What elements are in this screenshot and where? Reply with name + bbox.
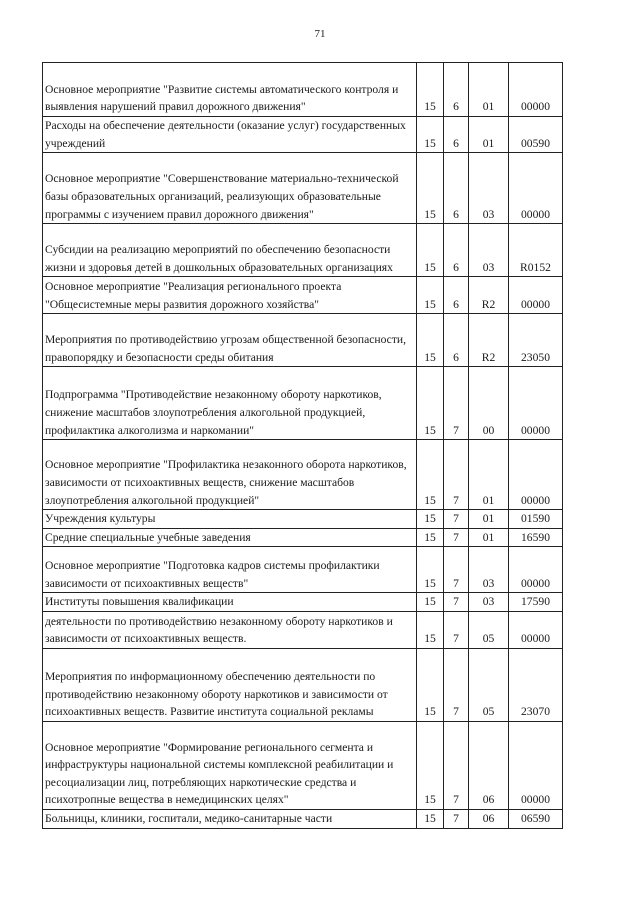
code-program: 15 [417,528,444,547]
code-event: 01 [469,510,509,529]
code-subprogram: 6 [444,117,469,153]
code-subprogram: 7 [444,593,469,612]
code-event: 01 [469,528,509,547]
code-program: 15 [417,593,444,612]
code-direction: 00000 [509,611,563,648]
table-row [43,611,563,648]
code-event: 01 [469,63,509,117]
table-row [43,809,563,828]
code-direction: 17590 [509,593,563,612]
code-event: 03 [469,547,509,593]
table-row [43,510,563,529]
code-subprogram: 7 [444,440,469,510]
code-subprogram: 6 [444,277,469,314]
row-description: Субсидии на реализацию мероприятий по обеспечению безопасности жизни и здоровья детей в дошкольных образовательных организациях [43,224,417,277]
row-description: Средние специальные учебные заведения [43,528,417,547]
row-description: Учреждения культуры [43,510,417,529]
table-row [43,153,563,224]
code-program: 15 [417,611,444,648]
code-program: 15 [417,314,444,367]
code-program: 15 [417,809,444,828]
code-direction: 00000 [509,153,563,224]
code-event: 03 [469,224,509,277]
row-description: Основное мероприятие "Профилактика незаконного оборота наркотиков, зависимости от психоактивных веществ, снижение масштабов злоупотребления алкогольной продукцией" [43,440,417,510]
code-event: 03 [469,153,509,224]
row-description: деятельности по противодействию незаконному обороту наркотиков и зависимости от психоактивных веществ. [43,611,417,648]
row-description: Основное мероприятие "Формирование регионального сегмента и инфраструктуры национальной системы комплексной реабилитации и ресоциализации лиц, потребляющих наркотические средства и психотропные вещества в немедицинских целях" [43,721,417,809]
table-row [43,528,563,547]
row-description: Расходы на обеспечение деятельности (оказание услуг) государственных учреждений [43,117,417,153]
code-subprogram: 6 [444,63,469,117]
row-description: Подпрограмма "Противодействие незаконному обороту наркотиков, снижение масштабов злоупотребления алкогольной продукцией, профилактика алкоголизма и наркомании" [43,367,417,440]
row-description: Мероприятия по противодействию угрозам общественной безопасности, правопорядку и безопасности среды обитания [43,314,417,367]
page-number: 71 [314,28,326,40]
code-program: 15 [417,224,444,277]
code-subprogram: 7 [444,721,469,809]
code-program: 15 [417,648,444,721]
table-row [43,593,563,612]
code-subprogram: 7 [444,648,469,721]
code-program: 15 [417,117,444,153]
code-program: 15 [417,440,444,510]
code-event: 01 [469,440,509,510]
code-event: 06 [469,721,509,809]
code-subprogram: 7 [444,510,469,529]
code-direction: 01590 [509,510,563,529]
code-event: R2 [469,314,509,367]
budget-classification-table [42,62,563,829]
table-row [43,648,563,721]
code-direction: 00000 [509,547,563,593]
table-row [43,547,563,593]
table-row [43,63,563,117]
code-event: R2 [469,277,509,314]
table-row [43,440,563,510]
code-program: 15 [417,63,444,117]
row-description: Больницы, клиники, госпитали, медико-санитарные части [43,809,417,828]
code-direction: 00590 [509,117,563,153]
code-event: 03 [469,593,509,612]
code-subprogram: 7 [444,528,469,547]
row-description: Основное мероприятие "Совершенствование материально-технической базы образовательных организаций, реализующих образовательные программы с изучением правил дорожного движения" [43,153,417,224]
row-description: Основное мероприятие "Реализация регионального проекта "Общесистемные меры развития дорожного хозяйства" [43,277,417,314]
code-event: 05 [469,611,509,648]
table-row [43,277,563,314]
code-event: 06 [469,809,509,828]
code-program: 15 [417,153,444,224]
code-subprogram: 7 [444,611,469,648]
table-row [43,721,563,809]
code-direction: 00000 [509,367,563,440]
code-event: 05 [469,648,509,721]
code-direction: 23050 [509,314,563,367]
code-subprogram: 6 [444,314,469,367]
code-subprogram: 7 [444,547,469,593]
code-event: 01 [469,117,509,153]
row-description: Мероприятия по информационному обеспечению деятельности по противодействию незаконному обороту наркотиков и зависимости от психоактивных веществ. Развитие института социальной рекламы [43,648,417,721]
table-row [43,224,563,277]
code-program: 15 [417,510,444,529]
code-direction: 00000 [509,277,563,314]
row-description: Институты повышения квалификации [43,593,417,612]
code-program: 15 [417,721,444,809]
code-event: 00 [469,367,509,440]
code-direction: 00000 [509,721,563,809]
code-subprogram: 7 [444,367,469,440]
code-program: 15 [417,547,444,593]
table-row [43,314,563,367]
code-direction: 06590 [509,809,563,828]
code-direction: 00000 [509,440,563,510]
row-description: Основное мероприятие "Подготовка кадров системы профилактики зависимости от психоактивных веществ" [43,547,417,593]
code-direction: R0152 [509,224,563,277]
code-subprogram: 7 [444,809,469,828]
code-direction: 00000 [509,63,563,117]
code-program: 15 [417,277,444,314]
table-row [43,117,563,153]
code-direction: 16590 [509,528,563,547]
code-subprogram: 6 [444,153,469,224]
row-description: Основное мероприятие "Развитие системы автоматического контроля и выявления нарушений правил дорожного движения" [43,63,417,117]
code-subprogram: 6 [444,224,469,277]
code-direction: 23070 [509,648,563,721]
table-row [43,367,563,440]
code-program: 15 [417,367,444,440]
